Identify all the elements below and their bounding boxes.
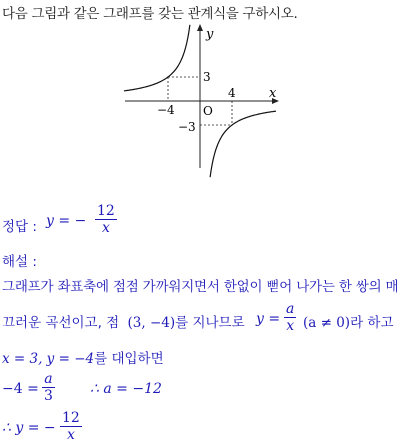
explanation-fraction-a-over-x: $\frac{a}{x}$ xyxy=(286,301,295,334)
explanation-line-1: 그래프가 좌표축에 점점 가까워지면서 한없이 뻗어 나가는 한 쌍의 매 xyxy=(2,279,399,295)
question-text: 다음 그림과 같은 그래프를 갖는 관계식을 구하시오. xyxy=(2,6,298,22)
answer-fraction: $\frac{12}{x}$ xyxy=(97,203,115,236)
hyperbola-branch-lower-right xyxy=(210,111,276,177)
explanation-line-4-lhs: −4 = xyxy=(2,381,39,397)
tick-label-y-neg: −3 xyxy=(178,120,196,134)
explanation-line-3: x = 3, y = −4를 대입하면 xyxy=(2,351,164,367)
explanation-fraction-12-over-x: $\frac{12}{x}$ xyxy=(62,410,80,443)
origin-label: O xyxy=(203,104,213,118)
answer-equation: y = − xyxy=(46,213,87,229)
tick-label-x-neg: −4 xyxy=(157,103,175,117)
y-axis-arrow xyxy=(197,24,203,31)
x-axis-label: x xyxy=(269,86,277,101)
explanation-label: 해설 : xyxy=(2,254,37,270)
explanation-line-5: ∴ y = − xyxy=(2,420,56,436)
explanation-line-2-tail: (a ≠ 0)라 하고 xyxy=(303,315,394,331)
answer-label: 정답 : xyxy=(2,219,37,235)
tick-label-y-pos: 3 xyxy=(203,70,211,84)
hyperbola-branch-upper-left xyxy=(124,25,190,91)
tick-label-x-pos: 4 xyxy=(228,86,236,100)
explanation-line-4-therefore: ∴ a = −12 xyxy=(90,381,162,397)
explanation-line-2-math: y = xyxy=(256,311,281,327)
explanation-fraction-a-over-3: $\frac{a}{3}$ xyxy=(44,371,53,404)
y-axis-label: y xyxy=(206,27,214,42)
hyperbola-graph xyxy=(0,0,400,180)
explanation-line-2: 끄러운 곡선이고, 점 (3, −4)를 지나므로 xyxy=(2,315,245,331)
